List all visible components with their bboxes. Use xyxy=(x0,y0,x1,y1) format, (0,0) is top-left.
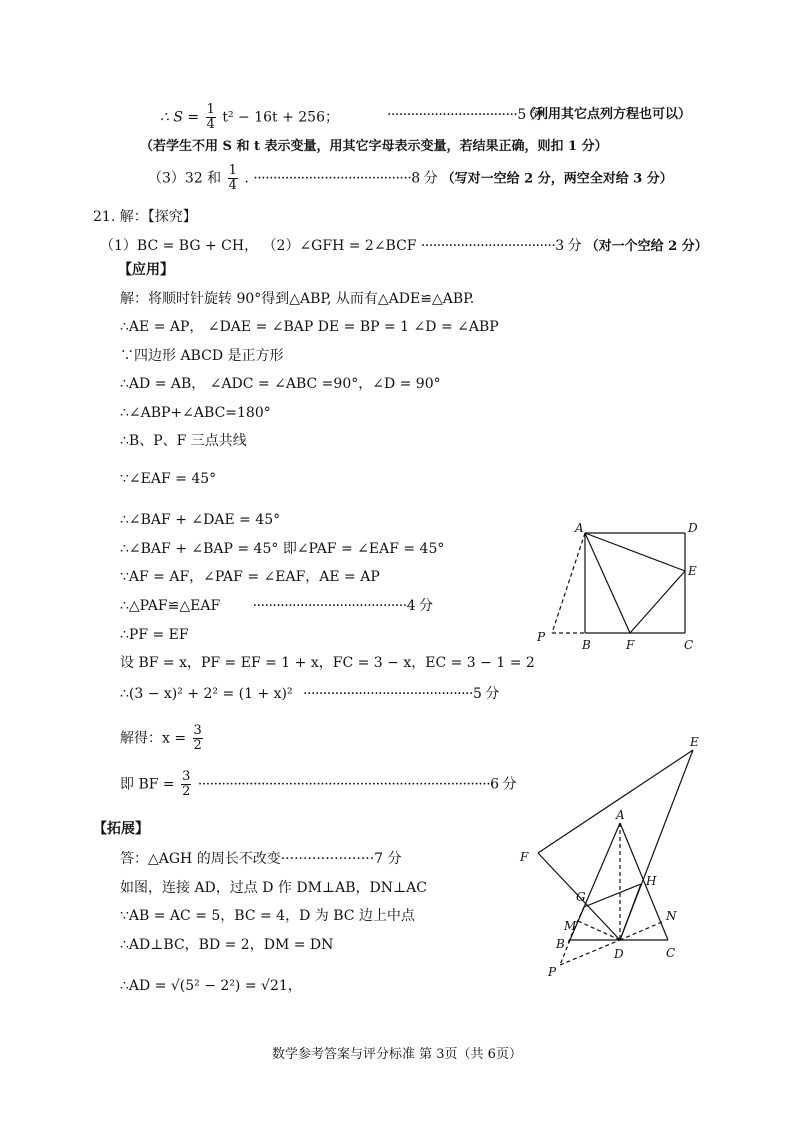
apply-line-16 xyxy=(120,770,516,799)
fig2-label-d: D xyxy=(614,947,624,961)
part3-fraction xyxy=(228,164,238,193)
s-frac-num: 1 xyxy=(206,102,215,117)
apply-line-16-dots: ··········································································6 分 xyxy=(197,776,516,793)
part3-frac-den: 4 xyxy=(228,178,237,193)
fig2-label-c: C xyxy=(666,946,676,960)
fig2-label-m: M xyxy=(564,919,577,933)
s-formula-line xyxy=(160,103,339,132)
page-footer: 数学参考答案与评分标准 第 3页（共 6页） xyxy=(272,1047,522,1062)
figure-triangle xyxy=(510,735,710,985)
apply-line-1: 解：将顺时针旋转 90°得到△ABP, 从而有△ADE≌△ABP. xyxy=(120,291,475,307)
fig2-label-e: E xyxy=(690,735,699,749)
extend-line-3: ∵AB = AC = 5，BC = 4，D 为 BC 边上中点 xyxy=(120,908,415,924)
q21-part1 xyxy=(100,237,708,256)
apply-line-16-prefix: 即 BF = xyxy=(120,776,175,793)
fig1-label-f: F xyxy=(626,638,635,652)
apply-16-num: 3 xyxy=(182,769,191,784)
apply-line-6: ∴B、P、F 三点共线 xyxy=(120,433,247,449)
apply-15-den: 2 xyxy=(193,738,202,753)
apply-line-12: ∴PF = EF xyxy=(120,627,189,643)
apply-line-14-text: ∴(3 − x)² + 2² = (1 + x)² xyxy=(120,686,293,702)
s-score-dots: ·································5 分 xyxy=(387,107,544,123)
fig2-label-p: P xyxy=(548,965,557,979)
apply-line-14 xyxy=(120,685,499,703)
part3-prefix: （3）32 和 xyxy=(148,170,222,187)
fig1-label-c: C xyxy=(684,638,694,652)
s-formula-suffix: t² − 16t + 256； xyxy=(222,109,339,126)
apply-line-4: ∴AD = AB， ∠ADC = ∠ABC =90°，∠D = 90° xyxy=(120,376,441,392)
fig2-label-f: F xyxy=(520,850,529,864)
extend-line-5: ∴AD = √(5² − 2²) = √21， xyxy=(120,978,302,994)
vars-note: （若学生不用 S 和 t 表示变量，用其它字母表示变量，若结果正确，则扣 1 分） xyxy=(140,139,608,154)
fig2-label-n: N xyxy=(666,909,677,923)
extend-line-2: 如图，连接 AD，过点 D 作 DM⊥AB，DN⊥AC xyxy=(120,880,427,896)
fig2-label-b: B xyxy=(556,937,565,951)
apply-line-10: ∵AF = AF，∠PAF = ∠EAF，AE = AP xyxy=(120,569,380,585)
apply-line-15-prefix: 解得：x = xyxy=(120,730,187,747)
fig1-label-e: E xyxy=(688,564,697,578)
apply-line-11 xyxy=(120,597,433,615)
apply-line-15 xyxy=(120,724,205,753)
q21-part1-note: （对一个空给 2 分） xyxy=(585,239,708,254)
s-formula-prefix: ∴ S = xyxy=(160,109,204,126)
fig1-label-p: P xyxy=(537,630,546,644)
part3-suffix: . xyxy=(244,170,249,187)
q21-part1-text: （1）BC = BG + CH， （2）∠GFH = 2∠BCF xyxy=(100,238,417,254)
s-formula-fraction xyxy=(206,103,216,132)
apply-line-13: 设 BF = x，PF = EF = 1 + x，FC = 3 − x，EC = 3 − 1 = 2 xyxy=(120,655,535,671)
s-frac-den: 4 xyxy=(206,117,215,132)
q21-part1-dots: ··································3 分 xyxy=(420,238,582,254)
apply-line-14-dots: ···········································5 分 xyxy=(303,686,499,702)
part3-frac-num: 1 xyxy=(228,163,237,178)
fig2-label-h: H xyxy=(646,874,657,888)
s-score-note: （利用其它点列方程也可以） xyxy=(522,107,692,122)
apply-line-2: ∴AE = AP， ∠DAE = ∠BAP DE = BP = 1 ∠D = ∠ABP xyxy=(120,319,499,335)
figure-square xyxy=(530,515,710,655)
extend-heading: 【拓展】 xyxy=(93,821,149,837)
apply-line-16-fraction xyxy=(181,770,191,799)
fig1-label-b: B xyxy=(582,638,591,652)
apply-15-num: 3 xyxy=(193,723,202,738)
apply-line-9: ∴∠BAF + ∠BAP = 45° 即∠PAF = ∠EAF = 45° xyxy=(120,541,445,557)
fig2-label-a: A xyxy=(616,808,625,822)
fig1-label-a: A xyxy=(575,521,584,535)
apply-line-5: ∴∠ABP+∠ABC=180° xyxy=(120,405,271,421)
apply-line-7: ∵∠EAF = 45° xyxy=(120,471,217,487)
extend-line-1: 答：△AGH 的周长不改变·····················7 分 xyxy=(120,851,402,867)
apply-line-3: ∵四边形 ABCD 是正方形 xyxy=(120,348,284,364)
part3-note: （写对一空给 2 分，两空全对给 3 分） xyxy=(441,171,673,187)
fig1-label-d: D xyxy=(688,521,698,535)
apply-heading: 【应用】 xyxy=(118,262,174,278)
apply-line-11-dots: ·······································4 分 xyxy=(252,598,433,614)
apply-16-den: 2 xyxy=(182,784,191,799)
fig2-label-g: G xyxy=(576,890,586,904)
q21-heading: 21. 解：【探究】 xyxy=(93,209,197,225)
apply-line-8: ∴∠BAF + ∠DAE = 45° xyxy=(120,512,281,528)
part3-dots: ········································8 分 xyxy=(253,170,438,187)
extend-line-4: ∴AD⊥BC，BD = 2，DM = DN xyxy=(120,937,334,953)
part3-line xyxy=(148,164,673,193)
apply-line-11-text: ∴△PAF≌△EAF xyxy=(120,598,221,614)
apply-line-15-fraction xyxy=(193,724,203,753)
